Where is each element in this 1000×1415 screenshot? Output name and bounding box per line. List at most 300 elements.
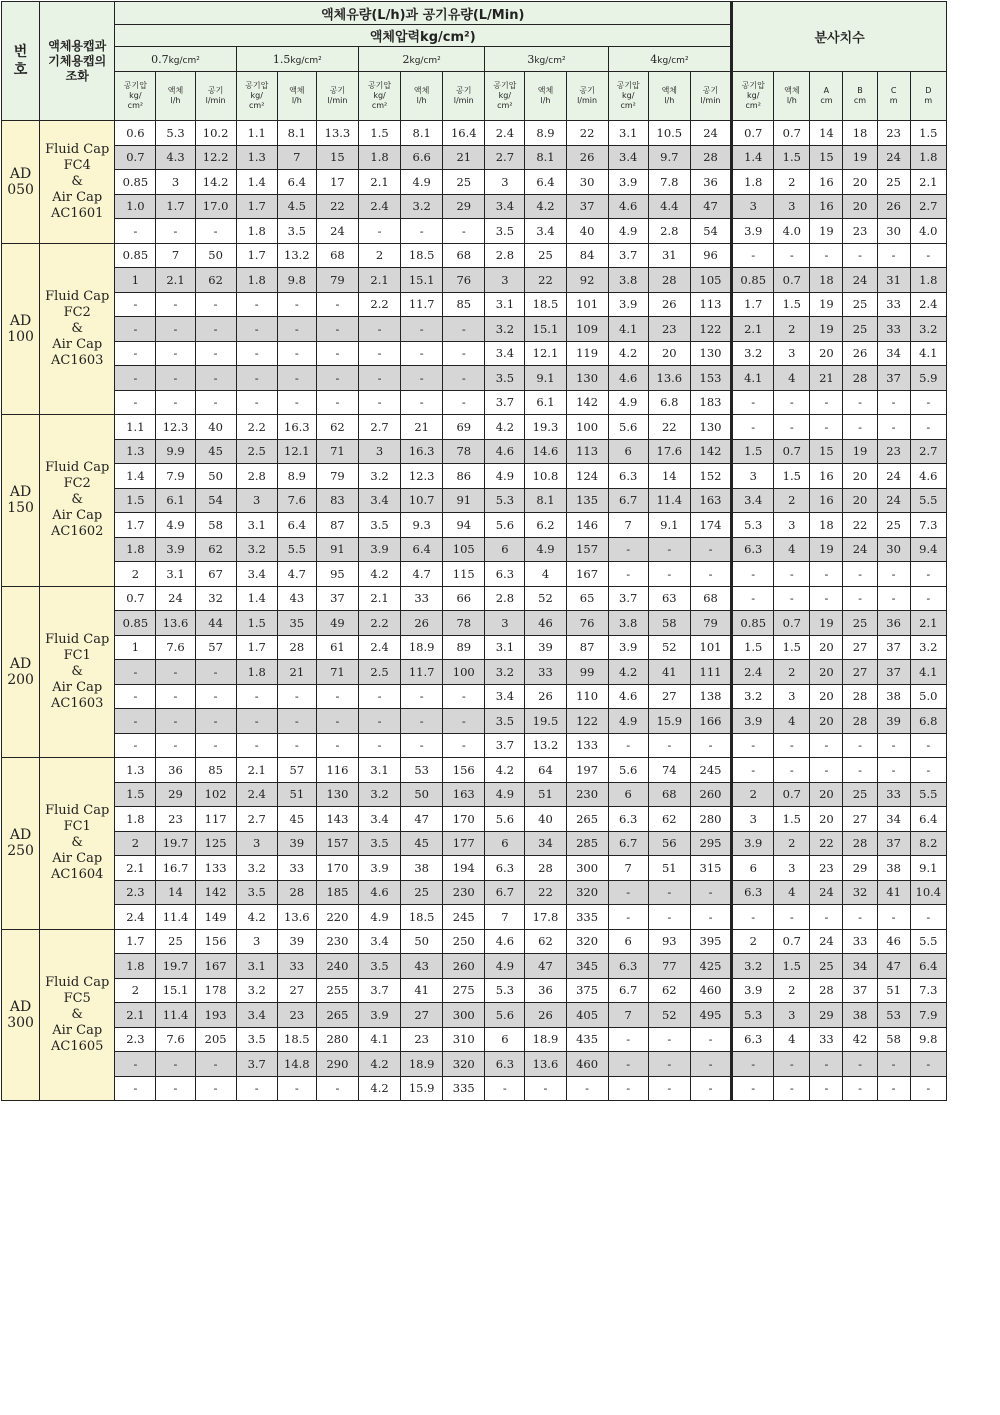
table-cell: 3.4 — [485, 341, 525, 366]
table-cell: - — [236, 366, 277, 391]
table-cell: 4.2 — [608, 660, 648, 685]
table-cell: 9.7 — [648, 145, 690, 170]
table-cell: 38 — [401, 856, 443, 881]
table-row — [2, 415, 947, 440]
table-cell: 1.8 — [115, 954, 156, 979]
table-cell: 5.6 — [608, 758, 648, 783]
table-cell: 28 — [843, 831, 877, 856]
table-cell: 27 — [843, 660, 877, 685]
table-cell: 38 — [877, 684, 910, 709]
table-cell: - — [910, 243, 946, 268]
table-cell: 6.4 — [277, 513, 316, 538]
table-cell: 3.4 — [525, 219, 566, 244]
table-cell: 7 — [608, 856, 648, 881]
table-cell: 19.7 — [156, 831, 195, 856]
table-cell: 8.9 — [525, 121, 566, 146]
table-cell: - — [156, 684, 195, 709]
table-cell: 320 — [566, 929, 608, 954]
table-cell: 4.0 — [910, 219, 946, 244]
table-cell: 5.5 — [910, 782, 946, 807]
table-cell: 5.5 — [277, 537, 316, 562]
table-cell: - — [316, 341, 358, 366]
table-cell: 3.5 — [277, 219, 316, 244]
table-cell: 22 — [843, 513, 877, 538]
table-cell: 2.1 — [156, 268, 195, 293]
table-cell: 34 — [877, 807, 910, 832]
table-cell: 1.1 — [115, 415, 156, 440]
table-cell: 33 — [401, 586, 443, 611]
table-cell: 33 — [843, 929, 877, 954]
table-cell: 1.8 — [358, 145, 400, 170]
table-cell: 28 — [843, 684, 877, 709]
table-cell: 185 — [316, 880, 358, 905]
table-cell: 20 — [810, 341, 843, 366]
table-cell: - — [316, 709, 358, 734]
table-cell: - — [443, 219, 485, 244]
table-cell: 101 — [566, 292, 608, 317]
table-row — [2, 537, 947, 562]
table-cell: 100 — [566, 415, 608, 440]
table-cell: 43 — [277, 586, 316, 611]
model-number: AD 100 — [2, 243, 40, 415]
table-cell: 3.4 — [485, 684, 525, 709]
table-cell: 2 — [774, 831, 810, 856]
table-cell: 2.4 — [485, 121, 525, 146]
table-cell: 3.2 — [910, 317, 946, 342]
table-cell: 142 — [690, 439, 731, 464]
table-cell: 8.1 — [277, 121, 316, 146]
table-cell: 45 — [277, 807, 316, 832]
table-cell: 1.7 — [236, 194, 277, 219]
table-cell: - — [843, 905, 877, 930]
table-cell: 23 — [648, 317, 690, 342]
table-cell: - — [690, 1076, 731, 1101]
table-cell: 25 — [843, 292, 877, 317]
table-cell: - — [910, 390, 946, 415]
table-cell: 22 — [648, 415, 690, 440]
table-cell: - — [648, 905, 690, 930]
table-cell: 4.9 — [525, 537, 566, 562]
table-cell: 3.9 — [732, 219, 774, 244]
table-cell: 14 — [810, 121, 843, 146]
table-cell: - — [236, 733, 277, 758]
table-cell: 28 — [690, 145, 731, 170]
table-cell: 5.9 — [910, 366, 946, 391]
table-cell: 3.2 — [732, 341, 774, 366]
table-cell: 14 — [648, 464, 690, 489]
table-cell: 5.5 — [910, 488, 946, 513]
table-cell: 22 — [810, 831, 843, 856]
table-cell: 77 — [648, 954, 690, 979]
table-cell: 3.7 — [236, 1052, 277, 1077]
table-cell: 260 — [690, 782, 731, 807]
table-cell: 62 — [648, 807, 690, 832]
table-cell: 2 — [774, 978, 810, 1003]
table-cell: 6.4 — [525, 170, 566, 195]
table-cell: 18.5 — [277, 1027, 316, 1052]
table-cell: - — [810, 586, 843, 611]
table-cell: 111 — [690, 660, 731, 685]
table-cell: 2 — [774, 170, 810, 195]
cap-combination: Fluid Cap FC1 & Air Cap AC1603 — [40, 586, 115, 758]
table-cell: 25 — [401, 880, 443, 905]
table-cell: 87 — [316, 513, 358, 538]
table-cell: 25 — [843, 611, 877, 636]
table-cell: 1.4 — [236, 586, 277, 611]
table-cell: 67 — [195, 562, 236, 587]
cap-combination-header: 액체용캡과 기체용캡의 조화 — [40, 2, 115, 121]
table-cell: - — [401, 219, 443, 244]
table-cell: 23 — [277, 1003, 316, 1028]
table-cell: 102 — [195, 782, 236, 807]
table-cell: - — [156, 1052, 195, 1077]
table-cell: 8.1 — [525, 145, 566, 170]
table-cell: 6.4 — [910, 954, 946, 979]
table-cell: - — [877, 243, 910, 268]
table-cell: 13.6 — [156, 611, 195, 636]
table-cell: 6.1 — [525, 390, 566, 415]
table-cell: 4.6 — [608, 366, 648, 391]
table-cell: 4.1 — [608, 317, 648, 342]
table-cell: 85 — [195, 758, 236, 783]
table-cell: 79 — [316, 464, 358, 489]
table-cell: 4.4 — [648, 194, 690, 219]
table-cell: 122 — [566, 709, 608, 734]
table-cell: - — [608, 1076, 648, 1101]
table-cell: - — [690, 733, 731, 758]
table-cell: 245 — [690, 758, 731, 783]
sub-column-header: 공기압 kg/ cm² — [608, 72, 648, 121]
table-cell: 6.3 — [608, 464, 648, 489]
table-cell: 3 — [236, 929, 277, 954]
table-cell: 6.8 — [910, 709, 946, 734]
table-cell: 33 — [810, 1027, 843, 1052]
table-cell: 41 — [648, 660, 690, 685]
table-cell: 4.1 — [910, 341, 946, 366]
table-cell: 6.3 — [608, 954, 648, 979]
table-cell: - — [236, 390, 277, 415]
table-cell: 4.6 — [485, 439, 525, 464]
table-cell: 1.5 — [732, 635, 774, 660]
table-cell: 8.1 — [525, 488, 566, 513]
table-cell: 50 — [401, 782, 443, 807]
table-cell: 33 — [877, 317, 910, 342]
pressure-header-1 — [236, 47, 358, 72]
table-cell: 39 — [877, 709, 910, 734]
table-cell: 29 — [810, 1003, 843, 1028]
table-cell: 16.3 — [277, 415, 316, 440]
table-cell: 4 — [525, 562, 566, 587]
table-cell: 38 — [877, 856, 910, 881]
table-cell: 39 — [277, 929, 316, 954]
table-cell: - — [358, 219, 400, 244]
table-cell: 220 — [316, 905, 358, 930]
table-cell: - — [401, 366, 443, 391]
table-cell: 178 — [195, 978, 236, 1003]
table-cell: 68 — [316, 243, 358, 268]
table-row — [2, 121, 947, 146]
table-cell: - — [115, 733, 156, 758]
table-cell: 265 — [566, 807, 608, 832]
table-cell: 2 — [115, 831, 156, 856]
table-cell: 315 — [690, 856, 731, 881]
table-cell: 3.2 — [358, 782, 400, 807]
table-cell: 4.1 — [358, 1027, 400, 1052]
table-cell: 130 — [316, 782, 358, 807]
table-cell: 3.2 — [401, 194, 443, 219]
table-cell: 0.85 — [732, 268, 774, 293]
table-cell: - — [843, 733, 877, 758]
table-cell: 4.6 — [608, 194, 648, 219]
table-cell: 1.5 — [774, 954, 810, 979]
table-cell: 4.2 — [485, 415, 525, 440]
table-cell: 4.2 — [358, 1052, 400, 1077]
table-cell: 2.4 — [115, 905, 156, 930]
table-cell: 17.8 — [525, 905, 566, 930]
table-cell: 2.4 — [910, 292, 946, 317]
table-row — [2, 856, 947, 881]
table-cell: 50 — [195, 243, 236, 268]
table-cell: 1.4 — [115, 464, 156, 489]
table-cell: - — [648, 537, 690, 562]
table-cell: 3 — [732, 464, 774, 489]
number-header: 번 호 — [2, 2, 40, 121]
table-cell: 13.2 — [525, 733, 566, 758]
table-cell: 33 — [525, 660, 566, 685]
table-row — [2, 782, 947, 807]
table-cell: 18.5 — [401, 905, 443, 930]
table-cell: - — [443, 733, 485, 758]
model-number: AD 200 — [2, 586, 40, 758]
table-cell: 9.1 — [648, 513, 690, 538]
table-cell: 119 — [566, 341, 608, 366]
table-cell: 9.8 — [910, 1027, 946, 1052]
table-cell: 3.2 — [485, 660, 525, 685]
table-cell: - — [195, 219, 236, 244]
table-cell: 18 — [810, 268, 843, 293]
table-cell: 4.7 — [401, 562, 443, 587]
table-cell: - — [443, 709, 485, 734]
sub-column-header: 공기 l/min — [316, 72, 358, 121]
table-cell: 3 — [774, 513, 810, 538]
table-row — [2, 366, 947, 391]
table-cell: 16 — [810, 170, 843, 195]
table-cell: 3.1 — [156, 562, 195, 587]
table-cell: 54 — [690, 219, 731, 244]
table-cell: 96 — [690, 243, 731, 268]
table-cell: - — [236, 684, 277, 709]
table-cell: 18 — [843, 121, 877, 146]
table-cell: - — [115, 317, 156, 342]
table-cell: 435 — [566, 1027, 608, 1052]
table-cell: 6 — [608, 439, 648, 464]
table-cell: - — [608, 880, 648, 905]
table-cell: 9.1 — [910, 856, 946, 881]
table-cell: 1.8 — [236, 268, 277, 293]
table-cell: 130 — [690, 415, 731, 440]
table-cell: 46 — [525, 611, 566, 636]
table-cell: - — [608, 1027, 648, 1052]
table-cell: 24 — [156, 586, 195, 611]
table-cell: 25 — [877, 513, 910, 538]
table-cell: 3.9 — [732, 978, 774, 1003]
table-cell: 101 — [690, 635, 731, 660]
table-cell: 1.5 — [732, 439, 774, 464]
table-cell: 6.8 — [648, 390, 690, 415]
table-cell: 2.1 — [910, 611, 946, 636]
table-cell: 122 — [690, 317, 731, 342]
table-cell: 130 — [566, 366, 608, 391]
table-cell: 3.9 — [156, 537, 195, 562]
table-cell: - — [401, 317, 443, 342]
table-cell: 30 — [877, 219, 910, 244]
cap-combination: Fluid Cap FC5 & Air Cap AC1605 — [40, 929, 115, 1101]
model-number: AD 250 — [2, 758, 40, 930]
table-cell: 62 — [648, 978, 690, 1003]
table-cell: - — [236, 341, 277, 366]
table-cell: 3.7 — [608, 586, 648, 611]
table-cell: - — [156, 219, 195, 244]
table-cell: - — [316, 292, 358, 317]
table-cell: 7.6 — [156, 635, 195, 660]
table-cell: 39 — [525, 635, 566, 660]
spray-column-header: B cm — [843, 72, 877, 121]
table-cell: 11.7 — [401, 660, 443, 685]
table-cell: 1.8 — [236, 660, 277, 685]
table-cell: 6.4 — [401, 537, 443, 562]
table-cell: - — [843, 415, 877, 440]
table-cell: 17.0 — [195, 194, 236, 219]
table-row — [2, 390, 947, 415]
table-cell: 3.1 — [236, 513, 277, 538]
table-cell: - — [236, 317, 277, 342]
table-cell: 28 — [277, 635, 316, 660]
table-cell: - — [156, 366, 195, 391]
table-cell: 5.6 — [608, 415, 648, 440]
table-cell: 100 — [443, 660, 485, 685]
table-cell: 395 — [690, 929, 731, 954]
table-cell: 7.3 — [910, 513, 946, 538]
table-row — [2, 513, 947, 538]
table-cell: 174 — [690, 513, 731, 538]
table-cell: - — [156, 390, 195, 415]
table-cell: - — [774, 1052, 810, 1077]
table-cell: 47 — [690, 194, 731, 219]
table-cell: - — [690, 1052, 731, 1077]
table-cell: 2.7 — [236, 807, 277, 832]
table-cell: 0.7 — [774, 268, 810, 293]
table-cell: 4.6 — [358, 880, 400, 905]
table-cell: 25 — [843, 317, 877, 342]
table-cell: 25 — [156, 929, 195, 954]
table-cell: 1.4 — [732, 145, 774, 170]
table-cell: - — [774, 586, 810, 611]
table-cell: 54 — [195, 488, 236, 513]
sub-column-header: 공기 l/min — [195, 72, 236, 121]
table-cell: 6.3 — [732, 1027, 774, 1052]
table-cell: 71 — [316, 439, 358, 464]
table-cell: - — [316, 733, 358, 758]
table-cell: 4.6 — [910, 464, 946, 489]
table-cell: 275 — [443, 978, 485, 1003]
table-cell: 62 — [195, 268, 236, 293]
table-cell: 157 — [566, 537, 608, 562]
table-cell: 21 — [277, 660, 316, 685]
table-cell: 16.3 — [401, 439, 443, 464]
table-cell: - — [910, 562, 946, 587]
table-cell: 19.7 — [156, 954, 195, 979]
sub-column-header: 액체 l/h — [648, 72, 690, 121]
table-cell: 7 — [277, 145, 316, 170]
table-cell: 91 — [443, 488, 485, 513]
table-cell: 250 — [443, 929, 485, 954]
table-cell: 1.8 — [910, 145, 946, 170]
table-cell: - — [843, 1076, 877, 1101]
table-cell: 27 — [843, 807, 877, 832]
table-cell: 4 — [774, 366, 810, 391]
table-cell: 4.9 — [608, 390, 648, 415]
table-cell: 300 — [443, 1003, 485, 1028]
table-cell: 68 — [443, 243, 485, 268]
table-cell: 12.1 — [525, 341, 566, 366]
table-cell: - — [774, 562, 810, 587]
table-cell: 22 — [525, 268, 566, 293]
table-cell: 25 — [877, 170, 910, 195]
table-cell: - — [316, 684, 358, 709]
table-cell: 5.3 — [485, 978, 525, 1003]
table-cell: 205 — [195, 1027, 236, 1052]
table-cell: 2.2 — [358, 292, 400, 317]
table-cell: 2.3 — [115, 880, 156, 905]
table-cell: 47 — [401, 807, 443, 832]
table-cell: 5.6 — [485, 807, 525, 832]
table-cell: 5.3 — [156, 121, 195, 146]
pressure-value: 0.7 — [151, 52, 169, 66]
table-cell: 1.3 — [115, 758, 156, 783]
table-cell: 6.7 — [608, 488, 648, 513]
table-cell: 7.9 — [910, 1003, 946, 1028]
table-cell: 156 — [195, 929, 236, 954]
table-cell: 260 — [443, 954, 485, 979]
table-cell: 84 — [566, 243, 608, 268]
table-cell: 9.9 — [156, 439, 195, 464]
spray-dimension-header: 분사치수 — [732, 2, 947, 72]
table-row — [2, 586, 947, 611]
pressure-unit: kg/cm² — [409, 55, 441, 66]
table-cell: 42 — [843, 1027, 877, 1052]
table-cell: 1.7 — [156, 194, 195, 219]
table-cell: - — [277, 317, 316, 342]
table-cell: - — [115, 660, 156, 685]
table-cell: - — [843, 1052, 877, 1077]
table-cell: 68 — [648, 782, 690, 807]
table-cell: 1.1 — [236, 121, 277, 146]
table-cell: 21 — [401, 415, 443, 440]
table-cell: 51 — [877, 978, 910, 1003]
table-cell: 19 — [810, 611, 843, 636]
table-cell: 27 — [648, 684, 690, 709]
table-cell: 29 — [843, 856, 877, 881]
table-cell: 0.7 — [115, 586, 156, 611]
table-cell: 2.1 — [358, 586, 400, 611]
table-cell: 7 — [608, 1003, 648, 1028]
table-cell: - — [156, 660, 195, 685]
table-cell: 7 — [608, 513, 648, 538]
table-cell: 47 — [525, 954, 566, 979]
table-cell: 62 — [195, 537, 236, 562]
table-cell: 6.3 — [608, 807, 648, 832]
table-cell: 4.2 — [485, 758, 525, 783]
